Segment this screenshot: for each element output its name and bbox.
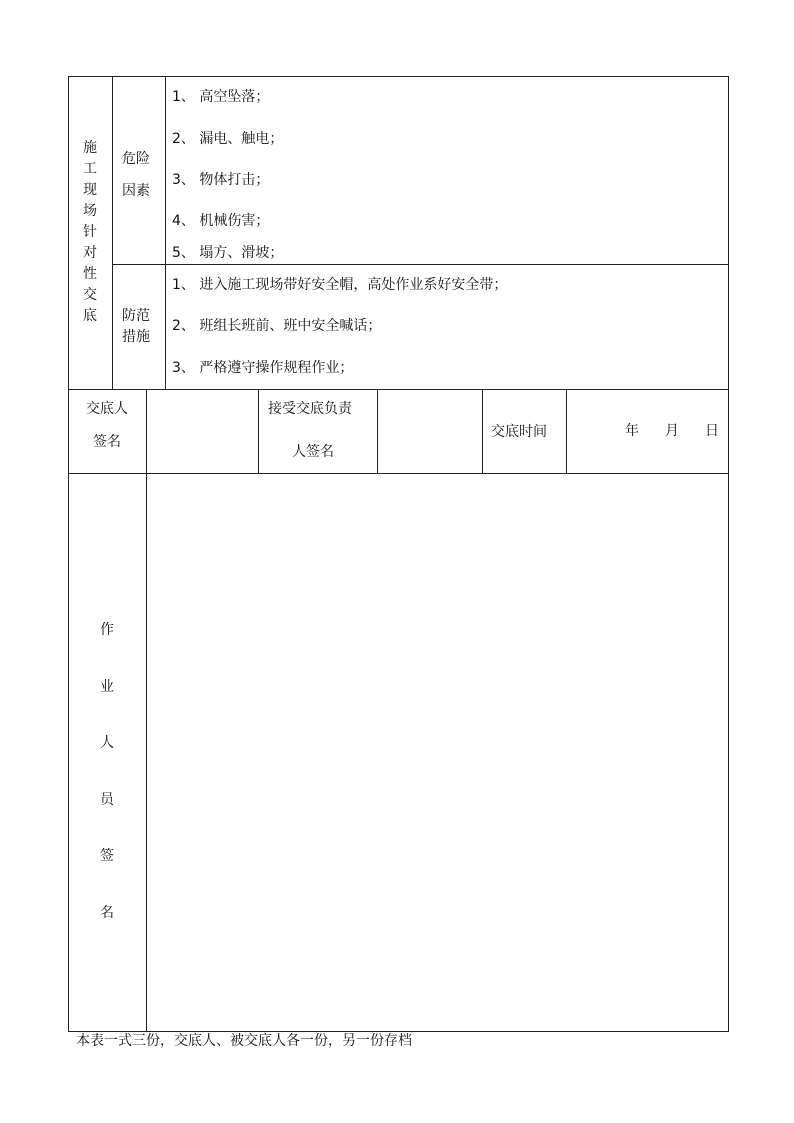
discloser-signature-field[interactable] <box>147 390 257 472</box>
receiver-signature-field[interactable] <box>378 390 481 472</box>
divider-section-col <box>112 76 113 389</box>
border-right <box>728 76 729 1032</box>
hazard-item: 4、 机械伤害； <box>172 213 270 229</box>
measures-label-line1: 防范 <box>122 308 150 324</box>
hazard-item: 3、 物体打击； <box>172 172 270 188</box>
day-label: 日 <box>705 423 719 439</box>
workers-label: 作 业 人 员 签 名 <box>100 622 114 921</box>
divider-label-col <box>165 76 166 389</box>
measure-item: 1、 进入施工现场带好安全帽，高处作业系好安全带； <box>172 277 508 293</box>
hazard-item: 5、 塌方、滑坡； <box>172 245 284 261</box>
discloser-label-line1: 交底人 <box>86 401 128 417</box>
section-label: 施 工 现 场 针 对 性 交 底 <box>83 140 97 324</box>
receiver-label-line1: 接受交底负责 <box>268 401 352 417</box>
receiver-label-line2: 人签名 <box>292 444 334 460</box>
hazards-label-line1: 危险 <box>122 151 150 167</box>
workers-signature-area[interactable] <box>147 474 727 1030</box>
year-label: 年 <box>625 423 639 439</box>
hazard-item: 2、 漏电、触电； <box>172 131 284 147</box>
footer-note: 本表一式三份，交底人、被交底人各一份，另一份存档 <box>76 1033 412 1049</box>
divider-sig-col2 <box>258 389 259 473</box>
divider-hazard-measure <box>112 264 729 265</box>
hazard-item: 1、 高空坠落； <box>172 89 270 105</box>
border-top <box>68 76 729 77</box>
divider-sig-col4 <box>482 389 483 473</box>
border-left <box>68 76 69 1032</box>
measure-item: 2、 班组长班前、班中安全喊话； <box>172 318 382 334</box>
discloser-label-line2: 签名 <box>93 434 121 450</box>
hazards-label-line2: 因素 <box>122 183 150 199</box>
measure-item: 3、 严格遵守操作规程作业； <box>172 360 354 376</box>
measures-label-line2: 措施 <box>122 329 150 345</box>
disclosure-date-field[interactable] <box>567 390 727 472</box>
month-label: 月 <box>665 423 679 439</box>
disclosure-time-label: 交底时间 <box>491 424 547 440</box>
